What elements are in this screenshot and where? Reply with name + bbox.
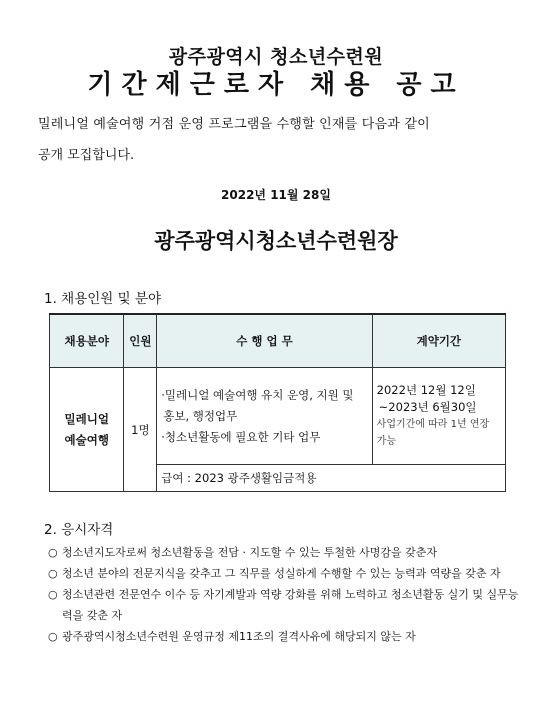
duty-line: ·청소년활동에 필요한 기타 업무 bbox=[161, 429, 321, 444]
list-item bbox=[48, 542, 528, 563]
term-end: ~2023년 6월30일 bbox=[378, 400, 477, 414]
table-header-row bbox=[50, 314, 506, 368]
qualification-text: 광주광역시청소년수련원 운영규정 제11조의 결격사유에 해당되지 않는 자 bbox=[62, 630, 416, 643]
header-duties: 수 행 업 무 bbox=[157, 314, 372, 368]
field-line1: 밀레니얼 bbox=[64, 411, 109, 426]
header-field: 채용분야 bbox=[50, 314, 124, 368]
cell-field bbox=[50, 368, 124, 492]
notice-title: 기간제근로자 채용 공고 bbox=[87, 70, 465, 100]
section-heading-recruitment: 1. 채용인원 및 분야 bbox=[44, 291, 162, 307]
header-contract-term: 계약기간 bbox=[372, 314, 505, 368]
notice-date: 2022년 11월 28일 bbox=[221, 188, 331, 202]
qualification-text: 청소년관련 전문연수 이수 등 자기계발과 역량 강화를 위해 노력하고 청소년활동 실기 및 실무능력을 갖춘 자 bbox=[62, 588, 519, 622]
recruitment-table bbox=[49, 313, 506, 492]
circle-bullet-icon: ○ bbox=[48, 546, 58, 559]
section-heading-qualifications: 2. 응시자격 bbox=[44, 522, 114, 538]
cell-duties bbox=[157, 368, 372, 465]
list-item bbox=[48, 626, 528, 647]
cell-pay: 급여 : 2023 광주생활임금적용 bbox=[157, 465, 506, 492]
list-item bbox=[48, 563, 528, 584]
circle-bullet-icon: ○ bbox=[48, 588, 58, 601]
circle-bullet-icon: ○ bbox=[48, 567, 58, 580]
duty-line: ·밀레니얼 예술여행 유치 운영, 지원 및 bbox=[161, 387, 354, 402]
qualification-list bbox=[48, 542, 528, 647]
duty-line: 홍보, 행정업무 bbox=[163, 408, 238, 423]
header-count: 인원 bbox=[124, 314, 157, 368]
qualification-text: 청소년 분야의 전문지식을 갖추고 그 직무를 성실하게 수행할 수 있는 능력과 역량을 갖춘 자 bbox=[62, 567, 501, 580]
circle-bullet-icon: ○ bbox=[48, 630, 58, 643]
intro-text-line2: 공개 모집합니다. bbox=[38, 148, 135, 163]
table-row bbox=[50, 368, 506, 465]
term-start: 2022년 12월 12일 bbox=[376, 383, 476, 397]
cell-count: 1명 bbox=[124, 368, 157, 492]
field-line2: 예술여행 bbox=[64, 432, 109, 447]
cell-contract-term bbox=[372, 368, 505, 465]
organization-name: 광주광역시 청소년수련원 bbox=[168, 46, 384, 68]
issuer-name: 광주광역시청소년수련원장 bbox=[154, 229, 398, 253]
list-item bbox=[48, 584, 528, 626]
term-note: 사업기간에 따라 1년 연장 가능 bbox=[376, 419, 490, 447]
qualification-text: 청소년지도자로써 청소년활동을 전담 · 지도할 수 있는 투철한 사명감을 갖춘자 bbox=[62, 546, 437, 559]
intro-text-line1: 밀레니얼 예술여행 거점 운영 프로그램을 수행할 인재를 다음과 같이 bbox=[38, 117, 430, 132]
